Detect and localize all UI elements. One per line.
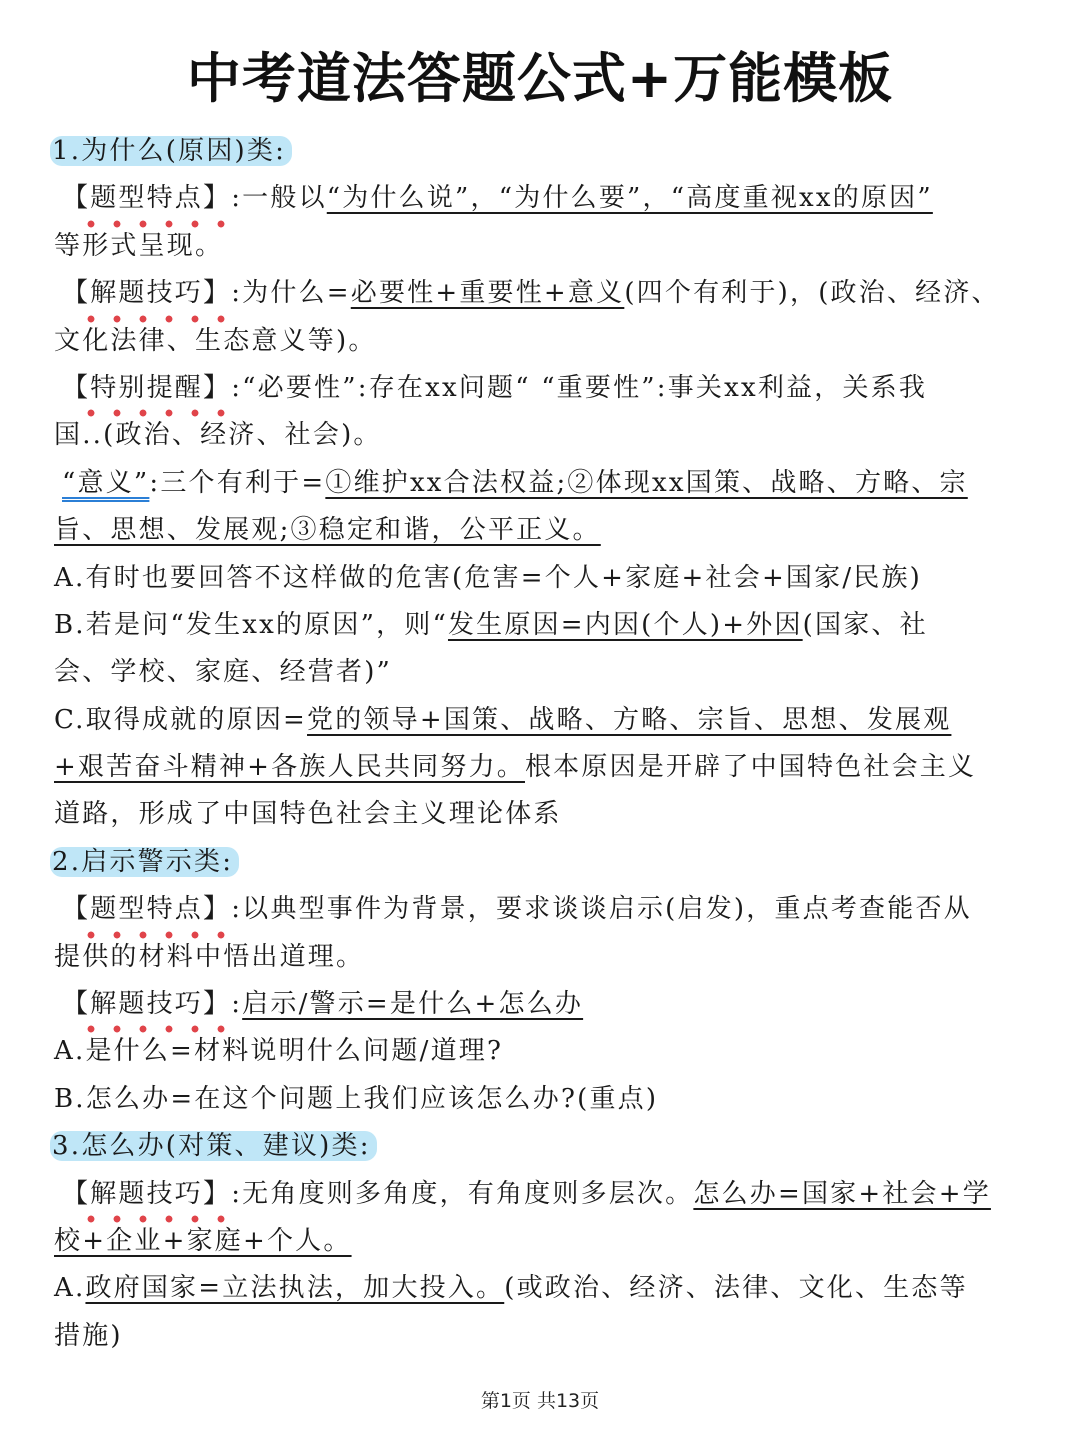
s2-item-b: B.怎么办=在这个问题上我们应该怎么办?(重点) [54,1083,659,1114]
s2-paragraph-jieti: 【解题技巧】 :启示/警示=是什么+怎么办 [54,981,1020,1028]
yiyi-label: “意义” [62,467,150,498]
s1-paragraph-yiyi-cont: 旨、思想、发展观;③稳定和谐，公平正义。 [54,515,601,546]
jieti-tag: 【解题技巧】 [62,1171,231,1218]
s3-paragraph-jieti: 【解题技巧】 :无角度则多角度，有角度则多层次。怎么办=国家+社会+学 [54,1171,1020,1218]
tixing-tag: 【题型特点】 [62,886,231,933]
s1-item-b-cont: 会、学校、家庭、经营者)” [54,657,393,688]
s3-paragraph-jieti-cont: 校+企业+家庭+个人。 [54,1225,352,1256]
s3-item-a-cont: 措施) [54,1320,123,1351]
jieti-tag: 【解题技巧】 [62,270,231,317]
s1-paragraph-jieti-cont: 文化法律、生态意义等)。 [54,325,377,356]
s1-item-c-cont: +艰苦奋斗精神+各族人民共同努力。根本原因是开辟了中国特色社会主义 [54,752,977,783]
jieti-tag: 【解题技巧】 [62,981,231,1028]
s2-item-a: A.是什么=材料说明什么问题/道理? [54,1036,504,1067]
s1-paragraph-yiyi: “意义”:三个有利于=①维护xx合法权益;②体现xx国策、战略、方略、宗 [62,467,968,498]
s1-paragraph-tixing: 【题型特点】 :一般以“为什么说”，“为什么要”，“高度重视xx的原因” [54,175,1020,222]
s1-item-a: A.有时也要回答不这样做的危害(危害=个人+家庭+社会+国家/民族) [54,562,923,593]
content-body [54,128,1020,1360]
s3-item-a: A.政府国家=立法执法，加大投入。(或政治、经济、法律、文化、生态等 [54,1273,968,1304]
s1-paragraph-jieti: 【解题技巧】 :为什么=必要性+重要性+意义(四个有利于)，(政治、经济、 [54,270,1020,317]
tebie-tag: 【特别提醒】 [62,365,231,412]
section-3-heading: 3.怎么办(对策、建议)类: [50,1131,377,1161]
tixing-tag: 【题型特点】 [62,175,231,222]
s1-item-c-cont2: 道路，形成了中国特色社会主义理论体系 [54,799,562,830]
s2-paragraph-tixing-cont: 提供的材料中悟出道理。 [54,941,365,972]
s1-item-b: B.若是问“发生xx的原因”，则“发生原因=内因(个人)+外因(国家、社 [54,609,928,640]
section-1-heading: 1.为什么(原因)类: [50,136,292,166]
s2-paragraph-tixing: 【题型特点】 :以典型事件为背景，要求谈谈启示(启发)，重点考查能否从 [54,886,1020,933]
page-footer: 第1页 共13页 [480,1390,600,1412]
section-2-heading: 2.启示警示类: [50,847,239,877]
page-title: 中考道法答题公式+万能模板 [186,47,894,110]
s1-item-c: C.取得成就的原因=党的领导+国策、战略、方略、宗旨、思想、发展观 [54,704,952,735]
s1-paragraph-tebie-cont: 国..(政治、经济、社会)。 [54,420,382,451]
s1-paragraph-tebie: 【特别提醒】 :“必要性”:存在xx问题“ “重要性”:事关xx利益，关系我 [54,365,1020,412]
s1-paragraph-tixing-cont: 等形式呈现。 [54,230,224,261]
